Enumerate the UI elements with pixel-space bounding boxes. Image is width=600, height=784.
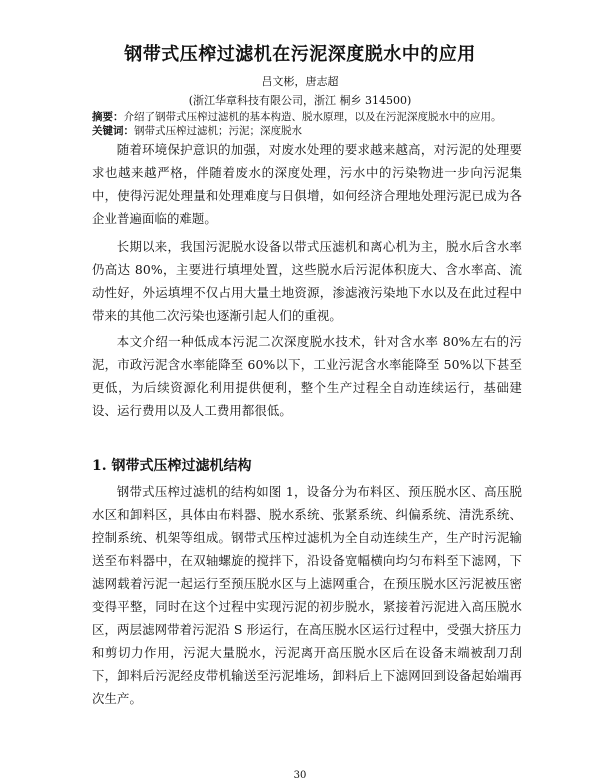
intro-paragraph-1: 随着环境保护意识的加强，对废水处理的要求越来越高，对污泥的处理要求也越来越严格，伴随着废水的深度处理，污水中的污染物进一步向污泥集中，使得污泥处理量和处理难度与日俱增，如何经济合理地处理污泥已成为各企业普遍面临的难题。	[92, 142, 522, 226]
author-affiliation: (浙江华章科技有限公司，浙江 桐乡 314500)	[188, 94, 412, 107]
abstract-label: 摘要：	[92, 111, 124, 123]
abstract-text: 介绍了钢带式压榨过滤机的基本构造、脱水原理，以及在污泥深度脱水中的应用。	[123, 111, 502, 123]
keywords-label: 关键词：	[92, 125, 134, 137]
keywords	[92, 124, 522, 138]
keywords-text: 钢带式压榨过滤机；污泥；深度脱水	[134, 125, 302, 137]
page-number: 30	[293, 770, 307, 781]
intro-paragraph-3: 本文介绍一种低成本污泥二次深度脱水技术，针对含水率 80%左右的污泥，市政污泥含水率能降至 60%以下，工业污泥含水率能降至 50%以下甚至更低，为后续资源化利用提供便利，整个生产过程全自动连续运行，基础建设、运行费用以及人工费用都很低。	[92, 334, 522, 418]
section-1-paragraph: 钢带式压榨过滤机的结构如图 1，设备分为布料区、预压脱水区、高压脱水区和卸料区，具体由布料器、脱水系统、张紧系统、纠偏系统、清洗系统、控制系统、机架等组成。钢带式压榨过滤机为全自动连续生产，生产时污泥输送至布料器中，在双轴螺旋的搅拌下，沿设备宽幅横向均匀布料至下滤网，下滤网载着污泥一起运行至预压脱水区与上滤网重合，在预压脱水区污泥被压密变得平整，同时在这个过程中实现污泥的初步脱水，紧接着污泥进入高压脱水区，两层滤网带着污泥沿 S 形运行，在高压脱水区运行过程中，受强大挤压力和剪切力作用，污泥大量脱水，污泥离开高压脱水区后在设备末端被刮刀刮下，卸料后污泥经皮带机输送至污泥堆场，卸料后上下滤网回到设备起始端再次生产。	[92, 484, 522, 706]
paper-title: 钢带式压榨过滤机在污泥深度脱水中的应用	[124, 44, 476, 65]
paper-authors: 吕文彬，唐志超	[261, 75, 339, 88]
intro-paragraph-2: 长期以来，我国污泥脱水设备以带式压滤机和离心机为主，脱水后含水率仍高达 80%，主要进行填埋处置，这些脱水后污泥体积庞大、含水率高、流动性好，外运填埋不仅占用大量土地资源，渗滤液污染地下水以及在此过程中带来的其他二次污染也逐渐引起人们的重视。	[92, 239, 522, 323]
abstract	[92, 110, 522, 124]
section-heading: 1. 钢带式压榨过滤机结构	[92, 458, 252, 474]
